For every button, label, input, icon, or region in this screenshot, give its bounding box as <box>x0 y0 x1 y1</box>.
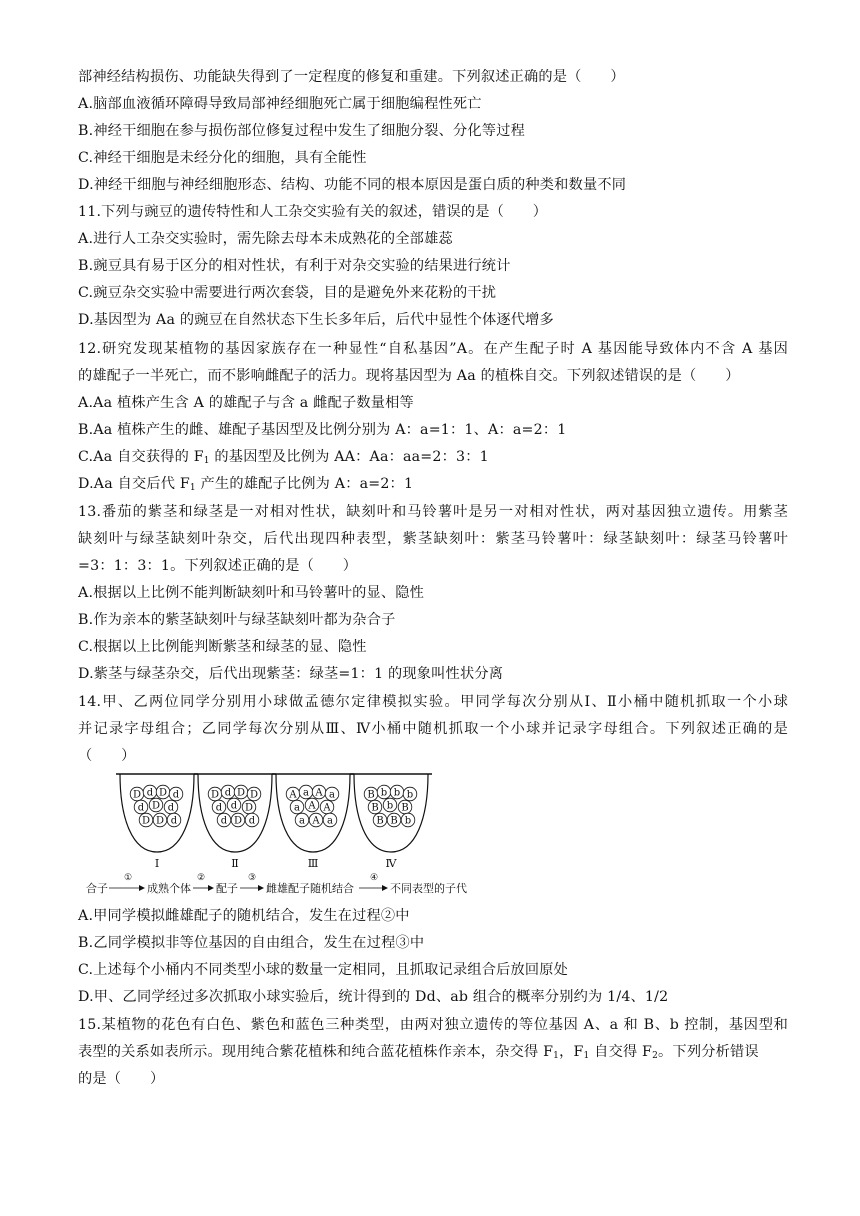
q15-stem-line2: 表型的关系如表所示。现用纯合紫花植株和纯合蓝花植株作亲本，杂交得 $F_1$，$F_1$ 自交得 $F_2$。下列分析错误 <box>78 1044 759 1061</box>
ball-label: A <box>315 787 323 799</box>
ball-label: b <box>386 800 394 812</box>
flow-arrowhead-4 <box>382 885 388 891</box>
ball-label: d <box>215 802 223 814</box>
bucket-figure <box>84 768 504 900</box>
bucket-1 <box>116 774 198 870</box>
ball-label: a <box>329 789 335 801</box>
ball-label: d <box>146 787 154 799</box>
ball-label: a <box>327 815 333 827</box>
q12-option-d: D.Aa 自交后代 $F_1$ 产生的雄配子比例为 A：a=2：1 <box>78 476 414 493</box>
q14-stem-line2: 并记录字母组合；乙同学每次分别从Ⅲ、Ⅳ小桶中随机抓取一个小球并记录字母组合。下列叙述正确的是 <box>78 721 788 737</box>
ball-label: B <box>376 815 384 827</box>
ball-label: A <box>289 789 297 801</box>
flow-arrowhead-3 <box>258 885 264 891</box>
q10-stem-continuation: 部神经结构损伤、功能缺失得到了一定程度的修复和重建。下列叙述正确的是（ ） <box>78 69 625 85</box>
flow-arrow-label-2: ② <box>197 873 206 883</box>
ball-label: a <box>303 787 309 799</box>
ball-label: A <box>323 802 331 814</box>
q10-option-b: B.神经干细胞在参与损伤部位修复过程中发生了细胞分裂、分化等过程 <box>78 123 525 139</box>
flow-arrow-label-4: ④ <box>370 873 379 883</box>
flow-arrowhead-2 <box>208 885 214 891</box>
ball-label: D <box>158 787 168 799</box>
q14-option-c: C.上述每个小桶内不同类型小球的数量一定相同，且抓取记录组合后放回原处 <box>78 962 569 978</box>
q11-option-b: B.豌豆具有易于区分的相对性状，有利于对杂交实验的结果进行统计 <box>78 258 511 274</box>
ball-label: D <box>132 789 142 801</box>
ball-label: D <box>151 800 161 812</box>
ball-label: d <box>167 802 175 814</box>
bucket-3 <box>272 774 354 870</box>
q14-stem-line1: 14.甲、乙两位同学分别用小球做孟德尔定律模拟实验。甲同学每次分别从Ⅰ、Ⅱ小桶中随机抓取一个小球 <box>78 694 788 710</box>
bucket-label: Ⅳ <box>385 857 397 870</box>
q13-stem-line2: 缺刻叶与绿茎缺刻叶杂交，后代出现四种表型，紫茎缺刻叶：紫茎马铃薯叶：绿茎缺刻叶：绿茎马铃薯叶 <box>78 531 788 547</box>
ball-label: D <box>210 789 220 801</box>
bucket-label: Ⅰ <box>154 857 160 870</box>
q12-option-b: B.Aa 植株产生的雌、雄配子基因型及比例分别为 A：a=1：1、A：a=2：1 <box>78 422 567 438</box>
q14-option-a: A.甲同学模拟雌雄配子的随机结合，发生在过程②中 <box>78 908 410 924</box>
ball-label: d <box>224 787 232 799</box>
flow-arrowhead-1 <box>139 885 145 891</box>
bucket-body <box>354 774 428 852</box>
q13-option-a: A.根据以上比例不能判断缺刻叶和马铃薯叶的显、隐性 <box>78 585 425 601</box>
q12-option-a: A.Aa 植株产生含 A 的雄配子与含 a 雌配子数量相等 <box>78 395 414 411</box>
bucket-body <box>198 774 272 852</box>
ball-label: b <box>404 815 412 827</box>
bucket-body <box>120 774 194 852</box>
bucket-body <box>276 774 350 852</box>
ball-label: B <box>371 802 379 814</box>
ball-label: d <box>230 800 238 812</box>
ball-label: D <box>249 789 259 801</box>
q13-stem-line3: =3：1：3：1。下列叙述正确的是（ ） <box>78 558 358 574</box>
bucket-2 <box>194 774 276 870</box>
ball-label: d <box>220 815 228 827</box>
q10-option-a: A.脑部血液循环障碍导致局部神经细胞死亡属于细胞编程性死亡 <box>78 96 482 112</box>
flow-step-mature: 成熟个体 <box>147 882 191 895</box>
flow-step-gamete: 配子 <box>216 882 238 895</box>
q10-option-c: C.神经干细胞是未经分化的细胞，具有全能性 <box>78 150 367 166</box>
q12-stem-line2: 的雄配子一半死亡，而不影响雌配子的活力。现将基因型为 Aa 的植株自交。下列叙述错误的是（ ） <box>78 368 740 384</box>
q11-option-d: D.基因型为 Aa 的豌豆在自然状态下生长多年后，后代中显性个体逐代增多 <box>78 312 554 328</box>
ball-label: D <box>236 787 246 799</box>
ball-label: b <box>393 787 401 799</box>
q14-option-b: B.乙同学模拟非等位基因的自由组合，发生在过程③中 <box>78 935 425 951</box>
ball-label: b <box>406 789 414 801</box>
flow-arrow-label-3: ③ <box>248 873 257 883</box>
q12-stem-line1: 12.研究发现某植物的基因家族存在一种显性“自私基因”A。在产生配子时 A 基因能导致体内不含 A 基因 <box>78 341 788 357</box>
q11-option-a: A.进行人工杂交实验时，需先除去母本未成熟花的全部雄蕊 <box>78 231 453 247</box>
q11-option-c: C.豌豆杂交实验中需要进行两次套袋，目的是避免外来花粉的干扰 <box>78 285 497 301</box>
ball-label: b <box>380 787 388 799</box>
buckets-layer <box>116 774 432 870</box>
q15-stem-line1: 15.某植物的花色有白色、紫色和蓝色三种类型，由两对独立遗传的等位基因 A、a 和 B、b 控制，基因型和 <box>78 1017 788 1033</box>
ball-label: D <box>244 802 254 814</box>
flow-arrow-label-1: ① <box>124 873 133 883</box>
q13-option-c: C.根据以上比例能判断紫茎和绿茎的显、隐性 <box>78 639 367 655</box>
ball-label: D <box>233 815 243 827</box>
q15-stem-line3: 的是（ ） <box>78 1071 165 1087</box>
ball-label: D <box>141 815 151 827</box>
bucket-label: Ⅱ <box>231 857 239 870</box>
ball-label: A <box>308 800 316 812</box>
q12-option-c: C.Aa 自交获得的 $F_1$ 的基因型及比例为 AA：Aa：aa=2：3：1 <box>78 449 489 466</box>
ball-label: a <box>294 802 300 814</box>
ball-label: B <box>367 789 375 801</box>
ball-label: d <box>172 789 180 801</box>
q11-stem: 11.下列与豌豆的遗传特性和人工杂交实验有关的叙述，错误的是（ ） <box>78 204 548 220</box>
q10-option-d: D.神经干细胞与神经细胞形态、结构、功能不同的根本原因是蛋白质的种类和数量不同 <box>78 177 627 193</box>
bucket-label: Ⅲ <box>307 857 319 870</box>
flow-step-zygote: 合子 <box>86 882 108 895</box>
q13-option-b: B.作为亲本的紫茎缺刻叶与绿茎缺刻叶都为杂合子 <box>78 612 396 628</box>
ball-label: B <box>401 802 409 814</box>
ball-label: B <box>390 815 398 827</box>
q13-option-d: D.紫茎与绿茎杂交，后代出现紫茎：绿茎=1：1 的现象叫性状分离 <box>78 666 504 682</box>
ball-label: D <box>155 815 165 827</box>
q14-option-d: D.甲、乙同学经过多次抓取小球实验后，统计得到的 Dd、ab 组合的概率分别约为 1/4、1/2 <box>78 989 669 1005</box>
flow-step-fusion: 雌雄配子随机结合 <box>266 882 354 895</box>
ball-label: A <box>312 815 320 827</box>
ball-label: a <box>299 815 305 827</box>
q14-stem-line3: （ ） <box>78 748 136 764</box>
q13-stem-line1: 13.番茄的紫茎和绿茎是一对相对性状，缺刻叶和马铃薯叶是另一对相对性状，两对基因独立遗传。用紫茎 <box>78 504 788 520</box>
ball-label: d <box>170 815 178 827</box>
flow-step-offspring: 不同表型的子代 <box>390 882 467 895</box>
ball-label: d <box>137 802 145 814</box>
flow-diagram <box>86 873 467 895</box>
ball-label: d <box>248 815 256 827</box>
bucket-4 <box>350 774 432 870</box>
